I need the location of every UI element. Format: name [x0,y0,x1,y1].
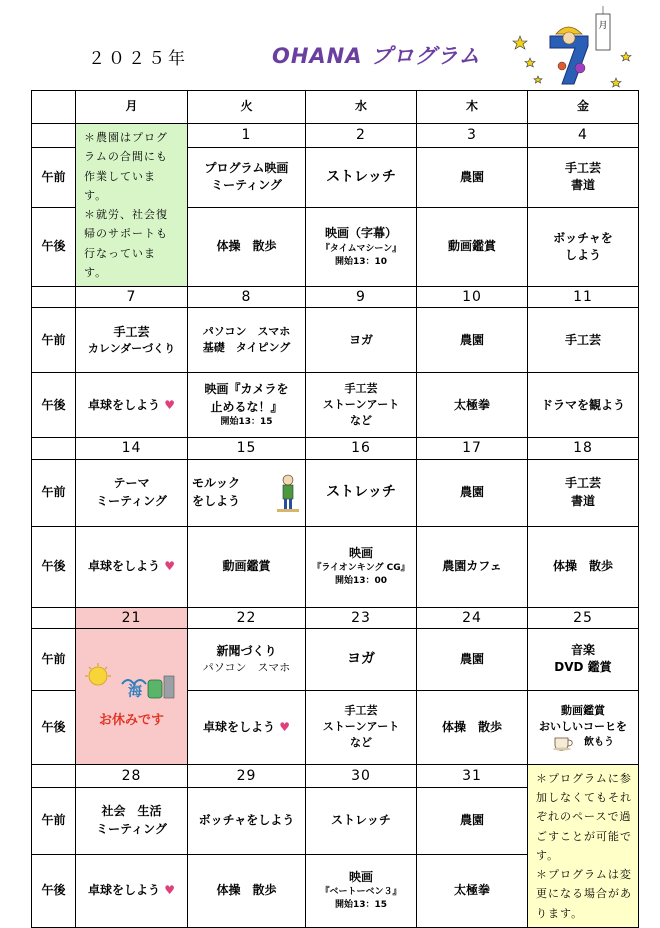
day-number: 7 [76,287,188,308]
program-cell: 映画 『ベートーベン３』 開始13：15 [306,854,417,927]
program-cell: 体操 散歩 [188,854,306,927]
day-number: 23 [306,607,417,628]
holiday-text: お休みです [98,712,164,728]
day-number: 10 [417,287,528,308]
program-cell: ヨガ [306,628,417,690]
program-cell: 農園 [417,787,528,854]
weekday-fri: 金 [528,91,639,124]
coffee-cup-icon [552,735,576,751]
slot-pm-label: 午後 [32,207,76,286]
star-icon [534,76,542,83]
tanabata-decoration [508,6,638,88]
day-number: 4 [528,124,639,148]
program-cell: 農園カフェ [417,526,528,607]
slot-am-label: 午前 [32,148,76,208]
program-cell: 農園 [417,628,528,690]
program-cell: 映画『カメラを 止めるな！』 開始13：15 [188,373,306,438]
heart-icon: ♥ [164,883,175,898]
day-number: 29 [188,764,306,787]
year-label: ２０２５年 [88,49,188,69]
program-cell: 手工芸 書道 [528,459,639,526]
program-cell: 映画 『ライオンキング CG』 開始13：00 [306,526,417,607]
program-cell: 農園 [417,308,528,373]
sea-day-illustration [82,662,182,706]
slot-am-label: 午前 [32,628,76,690]
day-number: 22 [188,607,306,628]
program-cell: ボッチャをしよう [188,787,306,854]
program-cell: 農園 [417,459,528,526]
day-number: 15 [188,438,306,459]
slot-pm-label: 午後 [32,526,76,607]
program-cell: 動画鑑賞 [417,207,528,286]
day-number: 17 [417,438,528,459]
heart-icon: ♥ [164,397,175,412]
molkky-player-icon [275,473,301,513]
day-number: 24 [417,607,528,628]
day-number: 30 [306,764,417,787]
day-number: 11 [528,287,639,308]
program-cell: ドラマを観よう [528,373,639,438]
program-cell: パソコン スマホ 基礎 タイピング [188,308,306,373]
slot-pm-label: 午後 [32,690,76,764]
program-cell: プログラム映画 ミーティング [188,148,306,208]
day-number: 28 [76,764,188,787]
program-cell: 体操 散歩 [528,526,639,607]
day-number: 14 [76,438,188,459]
program-cell: ヨガ [306,308,417,373]
program-cell: 手工芸 ストーンアート など [306,690,417,764]
program-cell: 卓球をしよう ♥ [76,526,188,607]
program-cell: ボッチャを しよう [528,207,639,286]
day-number: 16 [306,438,417,459]
program-cell: 卓球をしよう ♥ [188,690,306,764]
slot-am-label: 午前 [32,308,76,373]
program-cell: 手工芸 書道 [528,148,639,208]
svg-text:海: 海 [127,684,142,701]
program-cell: 卓球をしよう ♥ [76,373,188,438]
star-icon [525,58,535,67]
yellow-note: ＊プログラムに参加しなくてもそれぞれのペースで過ごすことが可能です。 ＊プログラムは変更になる場合があります。 [528,764,639,927]
tanzaku-icon [596,14,610,50]
program-cell: 手工芸 カレンダーづくり [76,308,188,373]
weekday-mon: 月 [76,91,188,124]
day-number: 25 [528,607,639,628]
corner-cell [32,91,76,124]
weekday-tue: 火 [188,91,306,124]
weekday-wed: 水 [306,91,417,124]
day-number: 2 [306,124,417,148]
program-cell: 体操 散歩 [188,207,306,286]
heart-icon: ♥ [279,719,290,734]
weekday-thu: 木 [417,91,528,124]
svg-text:月: 月 [598,21,608,31]
program-cell: 太極拳 [417,373,528,438]
day-number: 9 [306,287,417,308]
star-icon [513,36,527,49]
program-cell: 卓球をしよう ♥ [76,854,188,927]
program-cell: 映画（字幕） 『タイムマシーン』 開始13：10 [306,207,417,286]
program-cell: 手工芸 [528,308,639,373]
day-number: 18 [528,438,639,459]
program-cell: モルック をしよう [188,459,306,526]
day-number: 8 [188,287,306,308]
program-cell: 動画鑑賞 [188,526,306,607]
program-cell: 体操 散歩 [417,690,528,764]
day-number: 31 [417,764,528,787]
heart-icon: ♥ [164,558,175,573]
slot-am-label: 午前 [32,459,76,526]
slot-pm-label: 午後 [32,373,76,438]
green-note: ＊農園はプログラムの合間にも作業しています。 ＊就労、社会復帰のサポートも行なっています。 [76,124,188,287]
program-cell: ストレッチ [306,459,417,526]
program-cell: 手工芸 ストーンアート など [306,373,417,438]
program-cell: 太極拳 [417,854,528,927]
program-cell: 農園 [417,148,528,208]
program-cell: 新聞づくり パソコン スマホ [188,628,306,690]
slot-am-label: 午前 [32,787,76,854]
day-number: 1 [188,124,306,148]
sun-icon [89,667,107,685]
day-number: 21 [76,607,188,628]
program-cell: ストレッチ [306,148,417,208]
program-cell: ストレッチ [306,787,417,854]
program-cell: 音楽 DVD 鑑賞 [528,628,639,690]
page-title: OHANA プログラム [272,44,481,68]
program-calendar [31,90,639,928]
star-icon [611,78,621,87]
day-number: 3 [417,124,528,148]
holiday-cell [76,628,188,764]
slot-pm-label: 午後 [32,854,76,927]
star-icon [621,52,631,61]
program-cell: テーマ ミーティング [76,459,188,526]
program-cell: 動画鑑賞 おいしいコーヒを 飲もう [528,690,639,764]
program-cell: 社会 生活 ミーティング [76,787,188,854]
